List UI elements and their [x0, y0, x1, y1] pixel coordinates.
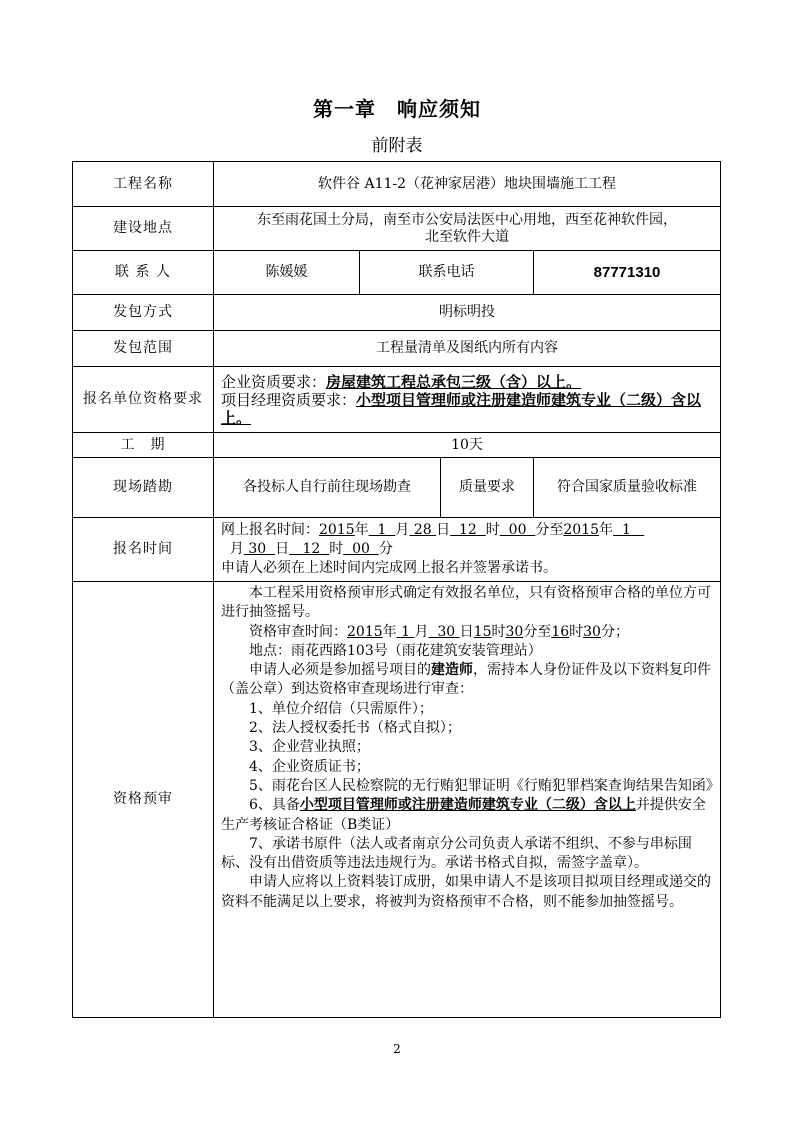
prequal-label: 资格预审	[73, 582, 214, 1018]
prequal-time	[221, 623, 713, 642]
contract-method-label: 发包方式	[73, 295, 214, 331]
prequal-instructions	[221, 661, 713, 700]
unit-minute-end: 分；	[600, 623, 629, 640]
row-project-name	[73, 162, 721, 207]
unit-month: 月	[395, 522, 410, 538]
prequal-year: 2015	[347, 623, 383, 640]
reg-start-year: 2015	[319, 522, 355, 538]
unit-hour: 时	[485, 522, 500, 538]
quality-value: 符合国家质量验收标准	[534, 458, 721, 518]
instructions-part-1: 申请人必须是参加摇号项目的	[249, 662, 431, 679]
info-table	[72, 161, 721, 1018]
unit-day: 日	[459, 623, 474, 640]
list-item	[221, 796, 713, 835]
list-item: 2、法人授权委托书（格式自拟）；	[249, 720, 461, 737]
location-line-2: 北至软件大道	[425, 228, 510, 245]
list-item: 4、企业资质证书；	[249, 758, 370, 775]
item6-suffix: 并提供安全生产考核证合格证（B类证）	[221, 797, 706, 833]
unit-month: 月	[414, 623, 429, 640]
row-qualification	[73, 367, 721, 433]
table-caption: 前附表	[371, 136, 423, 156]
unit-hour: 时	[569, 623, 584, 640]
row-contact	[73, 251, 721, 295]
unit-minute-to: 分至	[523, 623, 552, 640]
prequal-end-minute: 30	[583, 623, 601, 640]
registration-prefix: 网上报名时间：	[221, 522, 319, 538]
unit-day: 日	[436, 522, 451, 538]
instructions-part-2: ，需持本人身份证件及以下资料复印件（盖公章）到达资格审查现场进行审查：	[221, 662, 711, 698]
contact-label: 联 系 人	[73, 251, 214, 295]
list-item: 7、承诺书原件（法人或者南京分公司负责人承诺不组织、不参与串标围标、没有出借资质等违法违规行为。承诺书格式自拟，需签字盖章）。	[221, 835, 692, 872]
prequal-place: 地点：雨花西路103号（雨花建筑安装管理站）	[249, 642, 542, 659]
quality-label: 质量要求	[441, 458, 534, 518]
location-line-1: 东至雨花国土分局，南至市公安局法医中心用地，西至花神软件园，	[257, 211, 678, 228]
row-location	[73, 207, 721, 251]
company-requirement: 房屋建筑工程总承包三级（含）以上。	[326, 372, 582, 391]
duration-label: 工 期	[73, 433, 214, 458]
project-name-value: 软件谷 A11-2（花神家居港）地块围墙施工工程	[214, 162, 721, 207]
row-duration	[73, 433, 721, 458]
company-qualification	[221, 373, 713, 391]
contract-scope-value: 工程量清单及图纸内所有内容	[214, 331, 721, 367]
reg-end-day: 30	[248, 541, 267, 557]
phone-value: 87771310	[534, 251, 721, 295]
duration-value: 10天	[214, 433, 721, 458]
unit-month: 月	[229, 541, 244, 557]
prequal-month: 1	[401, 623, 411, 640]
list-item: 5、雨花台区人民检察院的无行贿犯罪证明《行贿犯罪档案查询结果告知函》	[249, 777, 720, 794]
pm-requirement: 小型项目管理师或注册建造师建筑专业（二级）含以上。	[221, 390, 702, 427]
list-item: 1、单位介绍信（只需原件）；	[249, 700, 433, 717]
reg-start-day: 28	[413, 522, 432, 538]
qualification-label: 报名单位资格要求	[73, 367, 214, 433]
item6-prefix: 6、具备	[249, 797, 300, 814]
row-contract-scope	[73, 331, 721, 367]
pm-qualification	[221, 391, 713, 427]
company-prefix: 企业资质要求：	[221, 372, 327, 391]
site-visit-label: 现场踏勘	[73, 458, 214, 518]
prequal-hour: 15	[473, 623, 492, 640]
contract-method-value: 明标明投	[214, 295, 721, 331]
prequal-time-prefix: 资格审查时间：	[249, 623, 347, 640]
row-site-visit	[73, 458, 721, 518]
prequal-content	[214, 582, 721, 1018]
registration-note: 申请人必须在上述时间内完成网上报名并签署承诺书。	[221, 560, 557, 576]
reg-end-hour: 12	[302, 541, 321, 557]
prequal-minute: 30	[505, 623, 524, 640]
registration-label: 报名时间	[73, 518, 214, 582]
unit-minute: 分	[378, 541, 393, 557]
site-visit-value: 各投标人自行前往现场勘查	[214, 458, 441, 518]
registration-value	[214, 518, 721, 582]
project-name-label: 工程名称	[73, 162, 214, 207]
row-registration	[73, 518, 721, 582]
reg-start-month: 1	[377, 522, 387, 538]
registration-time	[221, 521, 713, 559]
unit-hour: 时	[329, 541, 344, 557]
prequal-closing: 申请人应将以上资料装订成册，如果申请人不是该项目拟项目经理或递交的资料不能满足以上要求，将被判为资格预审不合格，则不能参加抽签摇号。	[221, 874, 711, 910]
unit-hour: 时	[491, 623, 506, 640]
row-contract-method	[73, 295, 721, 331]
unit-year: 年	[599, 522, 614, 538]
unit-minute-to: 分至	[535, 522, 564, 538]
prequal-intro: 本工程采用资格预审形式确定有效报名单位，只有资格预审合格的单位方可进行抽签摇号。	[221, 585, 711, 621]
location-value	[214, 207, 721, 251]
pm-prefix: 项目经理资质要求：	[221, 390, 357, 409]
item6-requirement: 小型项目管理师或注册建造师建筑专业（二级）含以上	[299, 797, 636, 814]
location-label: 建设地点	[73, 207, 214, 251]
prequal-end-hour: 16	[551, 623, 570, 640]
prequal-day: 30	[437, 623, 456, 640]
page-number: 2	[393, 1042, 401, 1056]
reg-end-minute: 00	[352, 541, 370, 557]
unit-year: 年	[382, 623, 397, 640]
phone-label: 联系电话	[360, 251, 534, 295]
list-item: 3、企业营业执照；	[249, 739, 370, 756]
reg-end-year: 2015	[563, 522, 600, 538]
contact-name: 陈媛媛	[214, 251, 360, 295]
unit-day: 日	[275, 541, 290, 557]
qualification-value	[214, 367, 721, 433]
page-title: 第一章 响应须知	[313, 97, 481, 121]
reg-start-minute: 00	[508, 522, 527, 538]
unit-year: 年	[354, 522, 369, 538]
reg-end-month: 1	[621, 522, 631, 538]
contract-scope-label: 发包范围	[73, 331, 214, 367]
instructions-builder: 建造师	[431, 662, 473, 679]
reg-start-hour: 12	[459, 522, 477, 538]
row-prequalification	[73, 582, 721, 1018]
